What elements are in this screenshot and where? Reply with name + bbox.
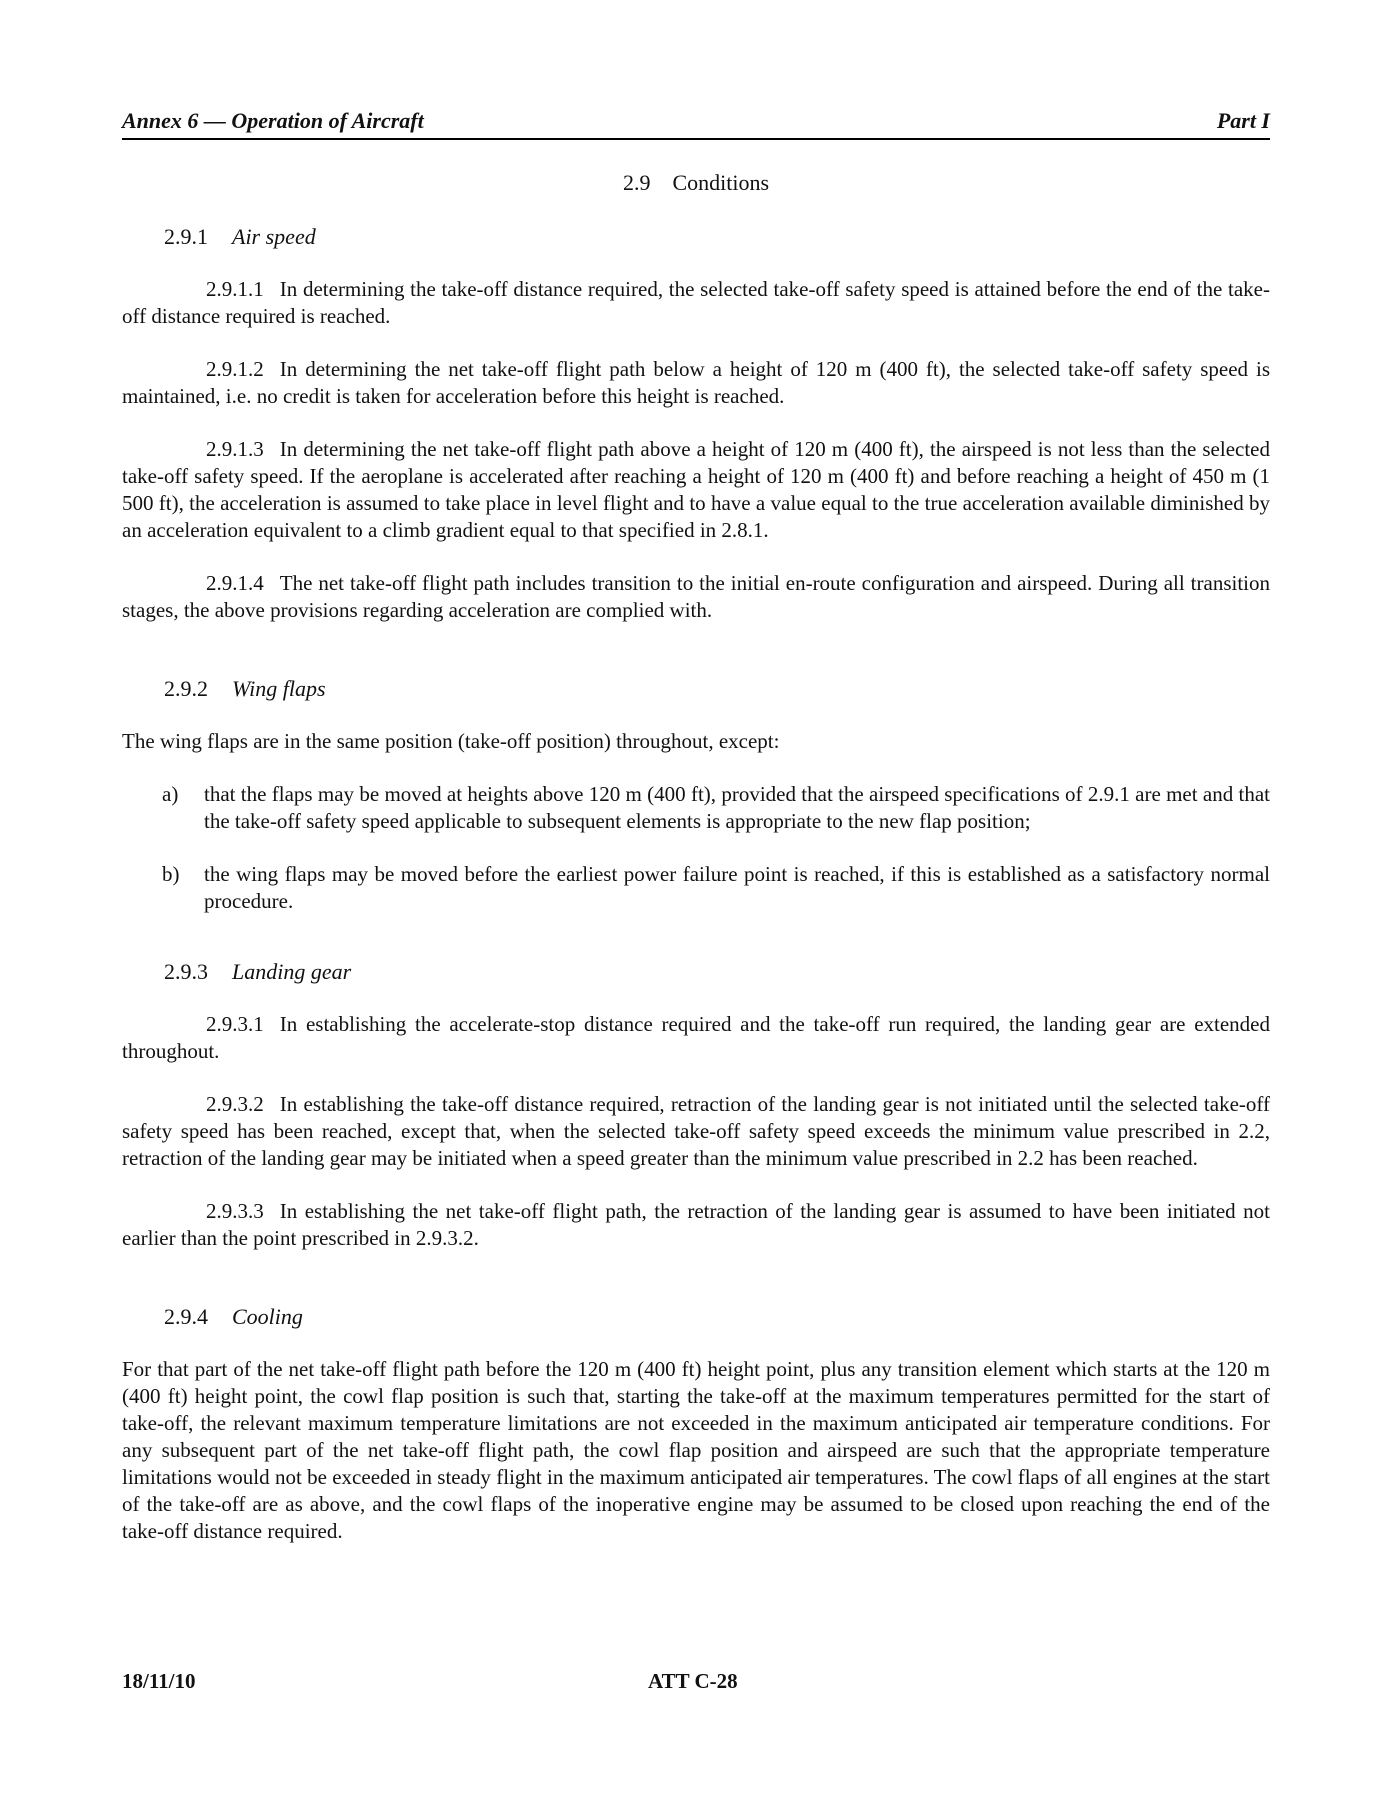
paragraph-2-9-1-1 (122, 276, 1270, 330)
list-item (122, 861, 1270, 915)
subsection-heading-wing-flaps (122, 676, 1270, 702)
paragraph-2-9-1-3 (122, 436, 1270, 544)
subsection-number: 2.9.3 (164, 959, 208, 984)
section-title: Conditions (672, 170, 770, 195)
paragraph-2-9-3-3 (122, 1198, 1270, 1252)
subsection-title: Wing flaps (232, 676, 326, 701)
paragraph-text: In determining the net take-off flight path below a height of 120 m (400 ft), the selected take-off safety speed is maintained, i.e. no credit is taken for acceleration before this height is reached. (122, 357, 1270, 408)
paragraph-number: 2.9.1.4 (206, 571, 264, 595)
subsection-heading-air-speed (122, 224, 1270, 250)
paragraph-text: In determining the take-off distance required, the selected take-off safety speed is attained before the end of the take-off distance required is reached. (122, 277, 1270, 328)
subsection-number: 2.9.1 (164, 224, 208, 249)
list-marker: b) (162, 862, 180, 886)
paragraph-number: 2.9.3.3 (206, 1199, 264, 1223)
footer-date: 18/11/10 (122, 1669, 196, 1693)
paragraph-2-9-3-1 (122, 1011, 1270, 1065)
footer-page-number: ATT C-28 (648, 1669, 738, 1693)
paragraph-text: In establishing the take-off distance required, retraction of the landing gear is not initiated until the selected take-off safety speed has been reached, except that, when the selected take-off safety speed exceeds the minimum value prescribed in 2.2, retraction of the landing gear may be initiated when a speed greater than the minimum value prescribed in 2.2 has been reached. (122, 1092, 1270, 1170)
subsection-number: 2.9.4 (164, 1304, 208, 1329)
paragraph-2-9-1-2 (122, 356, 1270, 410)
section-number: 2.9 (622, 170, 651, 195)
list-marker: a) (162, 782, 179, 806)
paragraph-number: 2.9.3.1 (206, 1012, 264, 1036)
subsection-title: Cooling (232, 1304, 303, 1329)
section-heading (122, 170, 1270, 196)
list-text: that the flaps may be moved at heights above 120 m (400 ft), provided that the airspeed specifications of 2.9.1 are met and that the take-off safety speed applicable to subsequent elements is appropriate to the new flap position; (204, 782, 1270, 833)
paragraph-2-9-1-4 (122, 570, 1270, 624)
header-title: Annex 6 — Operation of Aircraft (122, 108, 424, 133)
paragraph-number: 2.9.1.1 (206, 277, 264, 301)
paragraph-number: 2.9.1.3 (206, 437, 264, 461)
subsection-heading-cooling (122, 1304, 1270, 1330)
paragraph-2-9-3-2 (122, 1091, 1270, 1172)
subsection-title: Air speed (232, 224, 316, 249)
running-header (122, 108, 1270, 140)
paragraph-text: In determining the net take-off flight path above a height of 120 m (400 ft), the airspeed is not less than the selected take-off safety speed. If the aeroplane is accelerated after reaching a height of 120 m (400 ft) and before reaching a height of 450 m (1 500 ft), the acceleration is assumed to take place in level flight and to have a value equal to the true acceleration available diminished by an acceleration equivalent to a climb gradient equal to that specified in 2.8.1. (122, 437, 1270, 542)
subsection-title: Landing gear (232, 959, 352, 984)
paragraph-text: In establishing the net take-off flight path, the retraction of the landing gear is assumed to have been initiated not earlier than the point prescribed in 2.9.3.2. (122, 1199, 1270, 1250)
paragraph-number: 2.9.1.2 (206, 357, 264, 381)
header-part: Part I (1216, 108, 1270, 133)
paragraph-text: In establishing the accelerate-stop distance required and the take-off run required, the landing gear are extended throughout. (122, 1012, 1270, 1063)
list-item (122, 781, 1270, 835)
subsection-number: 2.9.2 (164, 676, 208, 701)
wing-flaps-exceptions-list (122, 781, 1270, 915)
list-text: the wing flaps may be moved before the earliest power failure point is reached, if this is established as a satisfactory normal procedure. (204, 862, 1270, 913)
cooling-paragraph: For that part of the net take-off flight path before the 120 m (400 ft) height point, plus any transition element which starts at the 120 m (400 ft) height point, the cowl flap position is such that, starting the take-off at the maximum temperatures permitted for the start of take-off, the relevant maximum temperature limitations are not exceeded in the maximum anticipated air temperature conditions. For any subsequent part of the net take-off flight path, the cowl flap position and airspeed are such that the appropriate temperature limitations would not be exceeded in steady flight in the maximum anticipated air temperatures. The cowl flaps of all engines at the start of the take-off are as above, and the cowl flaps of the inoperative engine may be assumed to be closed upon reaching the end of the take-off distance required. (122, 1357, 1270, 1543)
paragraph-text: The net take-off flight path includes transition to the initial en-route configuration and airspeed. During all transition stages, the above provisions regarding acceleration are complied with. (122, 571, 1270, 622)
document-page (122, 108, 1270, 1545)
wing-flaps-intro: The wing flaps are in the same position (take-off position) throughout, except: (122, 729, 780, 753)
subsection-heading-landing-gear (122, 959, 1270, 985)
paragraph-number: 2.9.3.2 (206, 1092, 264, 1116)
